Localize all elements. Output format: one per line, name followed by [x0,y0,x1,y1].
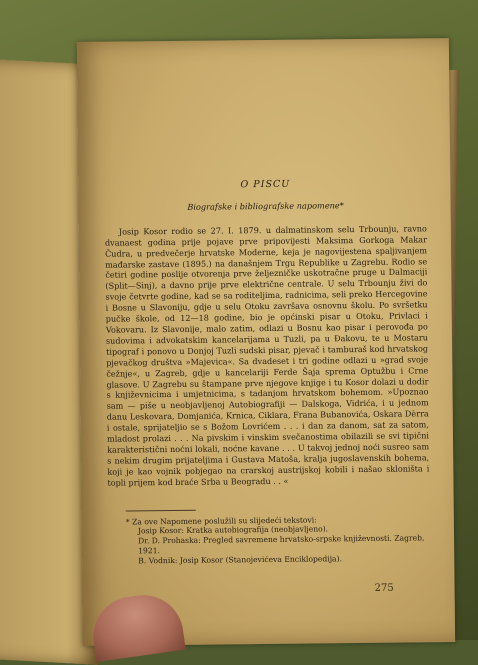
page-number: 275 [374,582,394,594]
body-text [105,223,430,488]
book-page [77,38,455,646]
footnote-rule [126,509,196,511]
footnote: * Za ove Napomene poslužili su slijedeći tekstovi: [125,515,317,527]
footnote: Dr. D. Prohaska: Pregled savremene hrvatsko-srpske književnosti. Zagreb, 1921. [138,533,425,556]
page-title: O PISCU [240,178,291,191]
footnote: B. Vodnik: Josip Kosor (Stanojevićeva Enciklopedija). [138,553,342,566]
footnotes [108,514,430,566]
page-subtitle: Biografske i bibliografske napomene* [187,200,344,212]
footnote: Josip Kosor: Kratka autobiografija (neobjavljeno). [137,524,329,536]
page-content [104,178,430,566]
paragraph: Josip Kosor rodio se 27. I. 1879. u dalmatinskom selu Trbounju, ravno dvanaest godina prije pojave prve pripovijesti Maksima Gorkoga Makar Čudra, u predvečerje hrvatske Moderne, keja je nagovijestena spaljivanjem mađarske zastave (1895.) na današnjem Trgu Republike u Zagrebu. Rodio se četiri godine poslije otvorenja prve željezničke uskotračne pruge u Dalmaciji (Split—Sinj), a davno prije prve električne centrale. U selu Trbounju živi do svoje četvrte godine, kad se sa roditeljima, radnicima, seli preko Hercegovine i Bosne u Slavoniju, gdje u selu Otoku završava osnovnu školu. Po svršetku pučke škole, od 12—18 godine, bio je općinski pisar u Otoku, Privlaci i Vokovaru. Iz Slavonije, malo zatim, odlazi u Bosnu kao pisar i perovođa po sudovima i advokatskim kancelarijama u Tuzli, pa u Đakovu, te u Mostaru tipograf i ponovo u Donjoj Tuzli sudski pisar, pjevač i tamburaš kod hrvatskog pjevačkog društva »Majevica«. Sa dvadeset i tri godine odlazi u »grad svoje čežnje«, u Zagreb, gdje u kancelariji Ferde Šaja sprema Optužbu i Crne glasove. U Zagrebu su štampane prve njegove knjige i tu Kosor dolazi u dodir s književnicima i umjetnicima, s tadanjom hrvatskom bohemom. »Upoznao sam — piše u neobjavljenoj Autobiografiji — Dalskoga, Vidrića, i u jednom danu Leskovara, Domjanića, Krnica, Ciklara, Frana Bubanovića, Oskara Dèrra i ostale, sprijateljio se s Božom Lovrićem . . . i dan za danom, sat za satom, mladost prolazi . . . Na pivskim i vinskim svečanostima obilazili se svi tipični karakteristični noćni lokali, noćne kavane . . . U takvoj jednoj noći susreo sam s nekim drugim prijateljima i Gustava Matoša, kralja jugoslavenskih bohema, koji je kao vojnik pobjegao na crarskoj austrijskoj kobili i našao skloništa i topli prijem kod braće Srba u Beogradu . . « [104,223,430,488]
